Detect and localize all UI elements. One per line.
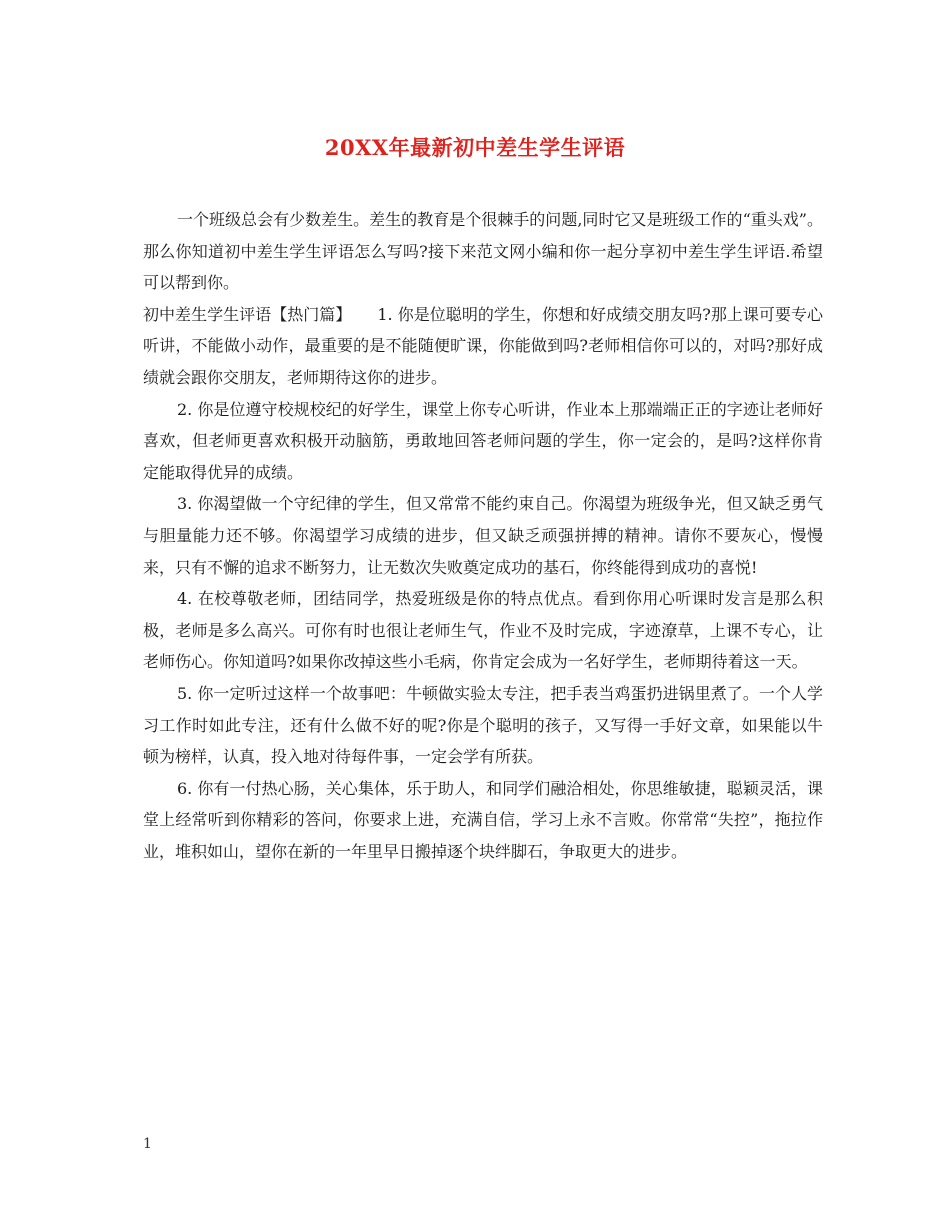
document-body <box>143 204 823 867</box>
comment-6: 6. 你有一付热心肠，关心集体，乐于助人，和同学们融洽相处，你思维敏捷，聪颖灵活，课堂上经常听到你精彩的答问，你要求上进，充满自信，学习上永不言败。你常常“失控”，拖拉作业，堆积如山，望你在新的一年里早日搬掉逐个块绊脚石，争取更大的进步。 <box>143 778 823 861</box>
document-title: 20XX年最新初中差生学生评语 <box>324 135 626 160</box>
comment-3: 3. 你渴望做一个守纪律的学生，但又常常不能约束自己。你渴望为班级争光，但又缺乏勇气与胆量能力还不够。你渴望学习成绩的进步，但又缺乏顽强拼搏的精神。请你不要灰心，慢慢来，只有不懈的追求不断努力，让无数次失败奠定成功的基石，你终能得到成功的喜悦! <box>143 494 823 577</box>
section-paragraph <box>143 299 823 394</box>
comment-4: 4. 在校尊敬老师，团结同学，热爱班级是你的特点优点。看到你用心听课时发言是那么积极，老师是多么高兴。可你有时也很让老师生气，作业不及时完成，字迹潦草，上课不专心，让老师伤心。你知道吗?如果你改掉这些小毛病，你肯定会成为一名好学生，老师期待着这一天。 <box>143 589 823 672</box>
comment-2: 2. 你是位遵守校规校纪的好学生，课堂上你专心听讲，作业本上那端端正正的字迹让老师好喜欢，但老师更喜欢积极开动脑筋，勇敢地回答老师问题的学生，你一定会的，是吗?这样你肯定能取得优异的成绩。 <box>143 399 823 482</box>
intro-paragraph: 一个班级总会有少数差生。差生的教育是个很棘手的问题,同时它又是班级工作的“重头戏”。那么你知道初中差生学生评语怎么写吗?接下来范文网小编和你一起分享初中差生学生评语.希望可以帮到你。 <box>143 210 823 293</box>
comment-1: 1. 你是位聪明的学生，你想和好成绩交朋友吗?那上课可要专心听讲，不能做小动作，最重要的是不能随便旷课，你能做到吗?老师相信你可以的，对吗?那好成绩就会跟你交朋友，老师期待这你的进步。 <box>143 304 823 387</box>
comment-5: 5. 你一定听过这样一个故事吧：牛顿做实验太专注，把手表当鸡蛋扔进锅里煮了。一个人学习工作时如此专注，还有什么做不好的呢?你是个聪明的孩子，又写得一手好文章，如果能以牛顿为榜样，认真，投入地对待每件事，一定会学有所获。 <box>143 683 823 767</box>
page-number: 1 <box>143 1136 152 1152</box>
section-heading: 初中差生学生评语【热门篇】 <box>143 304 352 324</box>
